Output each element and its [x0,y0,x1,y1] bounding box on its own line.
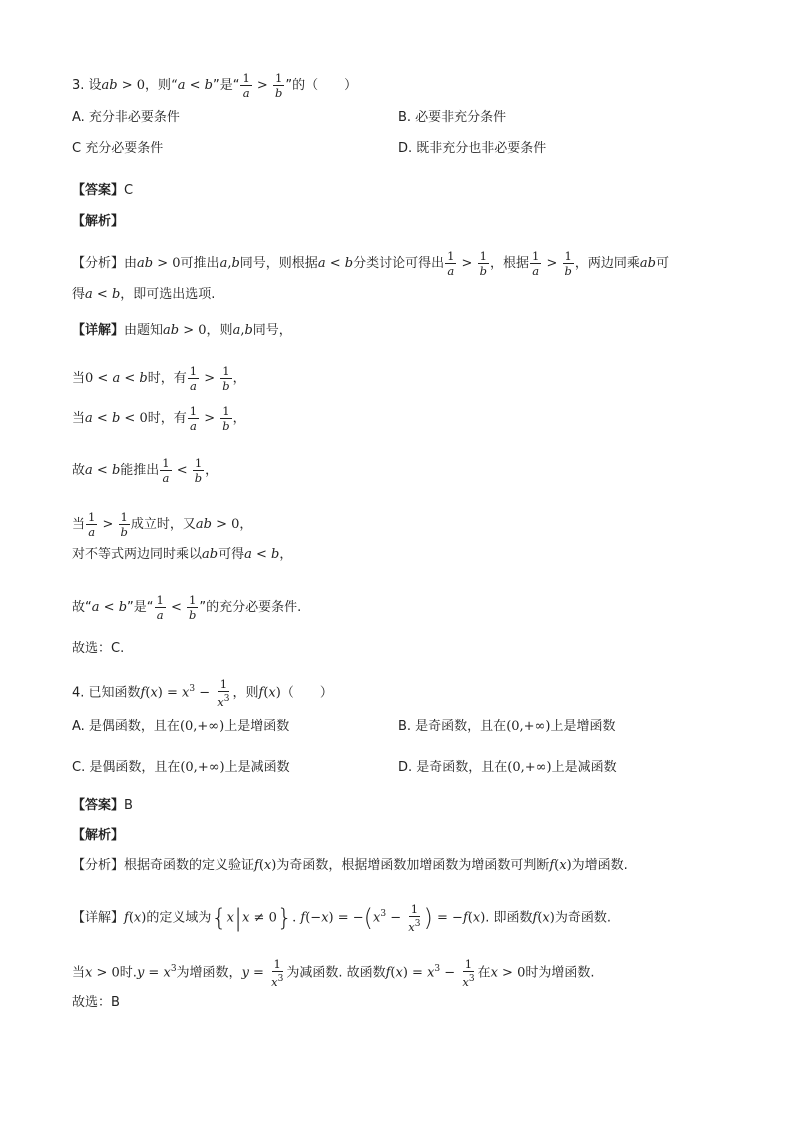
q3-fenxi-line2: 得a < b，即可选出选项. [72,287,216,302]
q3-stem: 3. 设ab > 0，则“a < b”是“ $\frac{1}{a}$ > $\frac{1}{b}$ ”的（ ） [72,71,358,100]
q4-choose: 故选：B [72,995,120,1010]
q3-detail-line3: 当a < b < 0时，有 $\frac{1}{a}$ > $\frac{1}{b}$ ， [72,404,246,433]
q4-fenxi: 【分析】根据奇函数的定义验证f(x)为奇函数，根据增函数加增函数为增函数可判断f(x)为增函数. [72,858,628,873]
q3-analysis-label: 【解析】 [72,214,125,229]
q4-option-b: B. 是奇函数，且在(0,+∞)上是增函数 [398,719,616,734]
q3-detail-line5: 当 $\frac{1}{a}$ > $\frac{1}{b}$ 成立时，又ab > 0， [72,510,253,539]
q3-detail-line4: 故a < b能推出 $\frac{1}{a}$ < $\frac{1}{b}$ ， [72,456,219,485]
q3-option-d: D. 既非充分也非必要条件 [398,141,547,156]
q4-detail-line1: 【详解】f(x)的定义域为{x|x ≠ 0}. $f(-x) = -(x^3$ − $\frac{1}{x^3}$ ) = −f(x). 即函数f(x)为奇函数. [72,902,611,934]
q3-detail-line1: 【详解】由题知ab > 0，则a,b同号， [72,323,292,338]
q4-detail-line2: 当x > 0时$.y = x^3$为增函数，y = $\frac{1}{x^3}$ 为减函数. 故函数$f(x) = x^3$ − $\frac{1}{x^3}$ 在x > 0时为增函数. [72,957,595,989]
q3-detail-line2: 当0 < a < b时，有 $\frac{1}{a}$ > $\frac{1}{b}$ ， [72,364,246,393]
q4-option-a: A. 是偶函数，且在(0,+∞)上是增函数 [72,719,290,734]
q4-analysis-label: 【解析】 [72,828,125,843]
q3-fenxi-line1: 【分析】由ab > 0可推出a,b同号，则根据a < b分类讨论可得出 $\frac{1}{a}$ > $\frac{1}{b}$ ，根据 $\frac{1}{a}$ > $\frac{1}{b}$ ，两边同乘ab可 [72,249,669,278]
q3-detail-line6: 对不等式两边同时乘以ab可得a < b， [72,547,293,562]
q4-option-d: D. 是奇函数，且在(0,+∞)上是减函数 [398,760,617,775]
q3-option-c: C 充分必要条件 [72,141,164,156]
q3-answer: 【答案】C [72,183,134,198]
q3-option-a: A. 充分非必要条件 [72,110,180,125]
q4-answer: 【答案】B [72,798,133,813]
q3-option-b: B. 必要非充分条件 [398,110,507,125]
q4-option-c: C. 是偶函数，且在(0,+∞)上是减函数 [72,760,290,775]
q4-stem: 4. 已知函数$f(x) = x^3$ − $\frac{1}{x^3}$ ，则f(x)（ ） [72,677,333,709]
q3-choose: 故选：C. [72,641,125,656]
q3-detail-line7: 故“a < b”是“ $\frac{1}{a}$ < $\frac{1}{b}$ ”的充分必要条件. [72,593,302,622]
